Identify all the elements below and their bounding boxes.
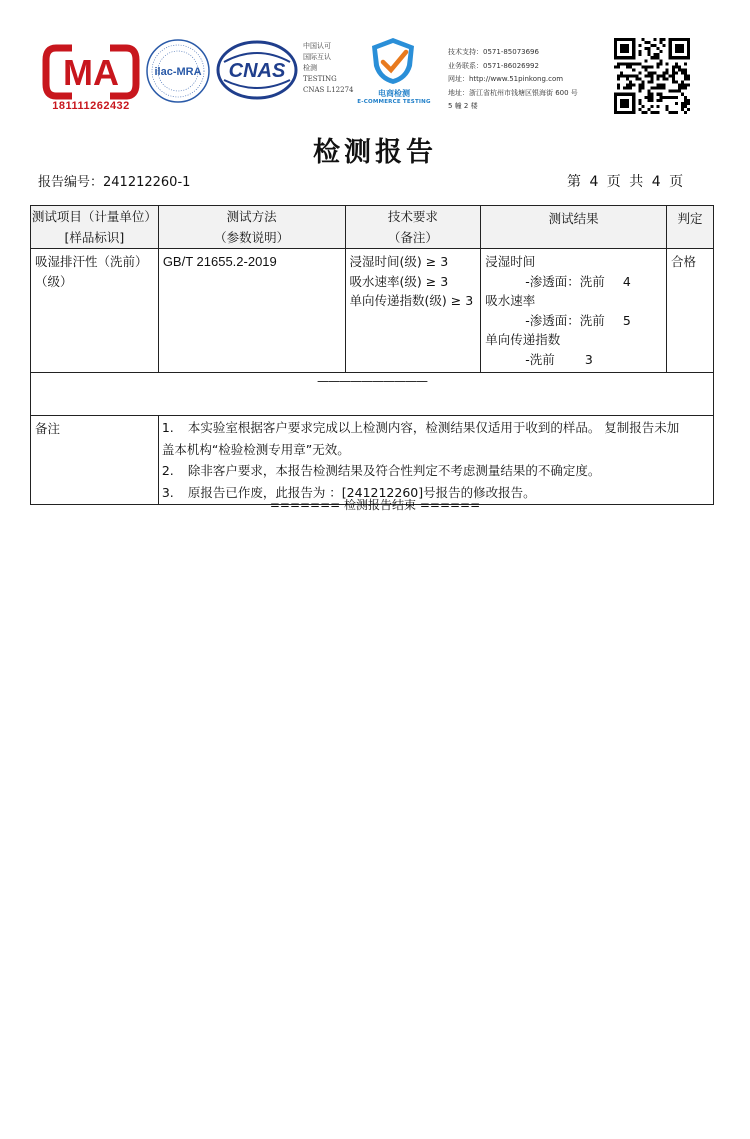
- qr-code: [614, 38, 690, 114]
- separator-row: [31, 373, 714, 416]
- ilac-logo-text: ilac-MRA: [154, 66, 202, 78]
- test-item-line: 吸湿排汗性（洗前）: [35, 254, 148, 269]
- table-row: [31, 249, 714, 373]
- header-line: 技术要求: [387, 209, 438, 224]
- report-number-label: 报告编号：: [38, 175, 104, 190]
- header-cell: [31, 206, 159, 249]
- header-line: [样品标识]: [64, 230, 125, 245]
- note-number: 1.: [161, 420, 174, 435]
- result-line: [485, 272, 662, 292]
- tech-support: 技术支持：0571-85073696: [448, 48, 539, 56]
- test-item-line: （级）: [35, 273, 73, 289]
- notes-row: [31, 416, 714, 505]
- address-line-1: 地址：浙江省杭州市钱塘区银海街 600 号: [448, 88, 578, 97]
- report-number-value: 241212260-1: [103, 175, 191, 190]
- header-cell: [667, 206, 714, 249]
- cnas-line: CNAS L12274: [303, 86, 354, 94]
- result-label: -渗透面：洗前: [525, 273, 605, 289]
- header-line: 测试方法: [226, 209, 277, 224]
- header-line: （参数说明）: [214, 230, 290, 245]
- ecommerce-testing-logo: [366, 36, 420, 86]
- notes-label: 备注: [35, 421, 61, 436]
- result-line: [485, 350, 662, 370]
- note-number: 2.: [161, 463, 174, 478]
- business-contact: 业务联系：0571-86026992: [448, 61, 539, 70]
- cnas-line: 检测: [303, 64, 317, 72]
- result-value: 4: [622, 273, 631, 289]
- result-title: 单向传递指数: [485, 332, 561, 347]
- result-title: 吸水速率: [485, 293, 536, 308]
- address-line-2: 5 幢 2 楼: [448, 102, 478, 110]
- header-line: 判定: [677, 211, 703, 226]
- cma-number: 181111262432: [52, 100, 130, 112]
- header-line: 测试项目（计量单位）: [31, 209, 157, 224]
- test-item-cell: [31, 249, 159, 373]
- header-cell: [158, 206, 345, 249]
- cnas-accreditation-text: [303, 41, 353, 96]
- note-number: 3.: [161, 484, 174, 500]
- ecommerce-name-en: E-COMMERCE TESTING: [357, 99, 431, 105]
- header-cell: [481, 206, 667, 249]
- requirement-line: 单向传递指数(级) ≥ 3: [349, 293, 474, 308]
- cnas-line: TESTING: [303, 75, 337, 83]
- cnas-logo-text: CNAS: [228, 60, 286, 82]
- cnas-logo: [216, 40, 298, 100]
- notes-content-cell: [158, 416, 713, 505]
- notes-label-cell: [31, 416, 159, 505]
- result-value: 3: [584, 351, 593, 367]
- website: 网址：http://www.51pinkong.com: [448, 75, 564, 83]
- note-text: 原报告已作废，此报告为 ：[241212260]号报告的修改报告。: [187, 484, 536, 500]
- results-table: [30, 205, 714, 505]
- verdict: 合格: [671, 254, 697, 269]
- ilac-mra-logo: [145, 38, 211, 104]
- contact-info: [448, 46, 578, 114]
- note-text: 盖本机构“检验检测专用章”无效。: [161, 441, 350, 457]
- report-end-marker: ======= 检测报告结束 ======: [269, 498, 481, 512]
- report-number: [38, 171, 190, 190]
- table-header-row: [31, 206, 714, 249]
- note-item: [159, 417, 713, 439]
- result-line: [485, 311, 662, 331]
- page-info: 第 4 页 共 4 页: [567, 174, 686, 190]
- result-label: -渗透面：洗前: [525, 312, 605, 328]
- requirement-line: 浸湿时间(级) ≥ 3: [349, 254, 449, 269]
- header-cell: [345, 206, 481, 249]
- report-title: 检测报告: [313, 137, 437, 168]
- cnas-line: 中国认可: [303, 42, 331, 50]
- note-item: [159, 460, 713, 482]
- header-line: （备注）: [387, 230, 438, 245]
- result-label: -洗前: [525, 351, 555, 367]
- note-text: 本实验室根据客户要求完成以上检测内容，检测结果仅适用于收到的样品。 复制报告未加: [187, 420, 680, 435]
- results-cell: [481, 249, 667, 373]
- cma-logo-text: MA: [63, 52, 119, 93]
- requirements-cell: [345, 249, 481, 373]
- note-item: [159, 439, 713, 461]
- separator-line: ——————————: [317, 374, 427, 388]
- separator-cell: [31, 373, 714, 416]
- result-title: 浸湿时间: [485, 254, 536, 269]
- ecommerce-name-cn: 电商检测: [378, 89, 410, 98]
- test-method-cell: [158, 249, 345, 373]
- cnas-line: 国际互认: [303, 53, 331, 61]
- verdict-cell: [667, 249, 714, 373]
- note-text: 除非客户要求，本报告检测结果及符合性判定不考虑测量结果的不确定度。: [187, 463, 601, 478]
- requirement-line: 吸水速率(级) ≥ 3: [349, 273, 449, 289]
- result-value: 5: [622, 312, 631, 328]
- test-method: GB/T 21655.2-2019: [162, 254, 277, 269]
- header-line: 测试结果: [548, 211, 599, 226]
